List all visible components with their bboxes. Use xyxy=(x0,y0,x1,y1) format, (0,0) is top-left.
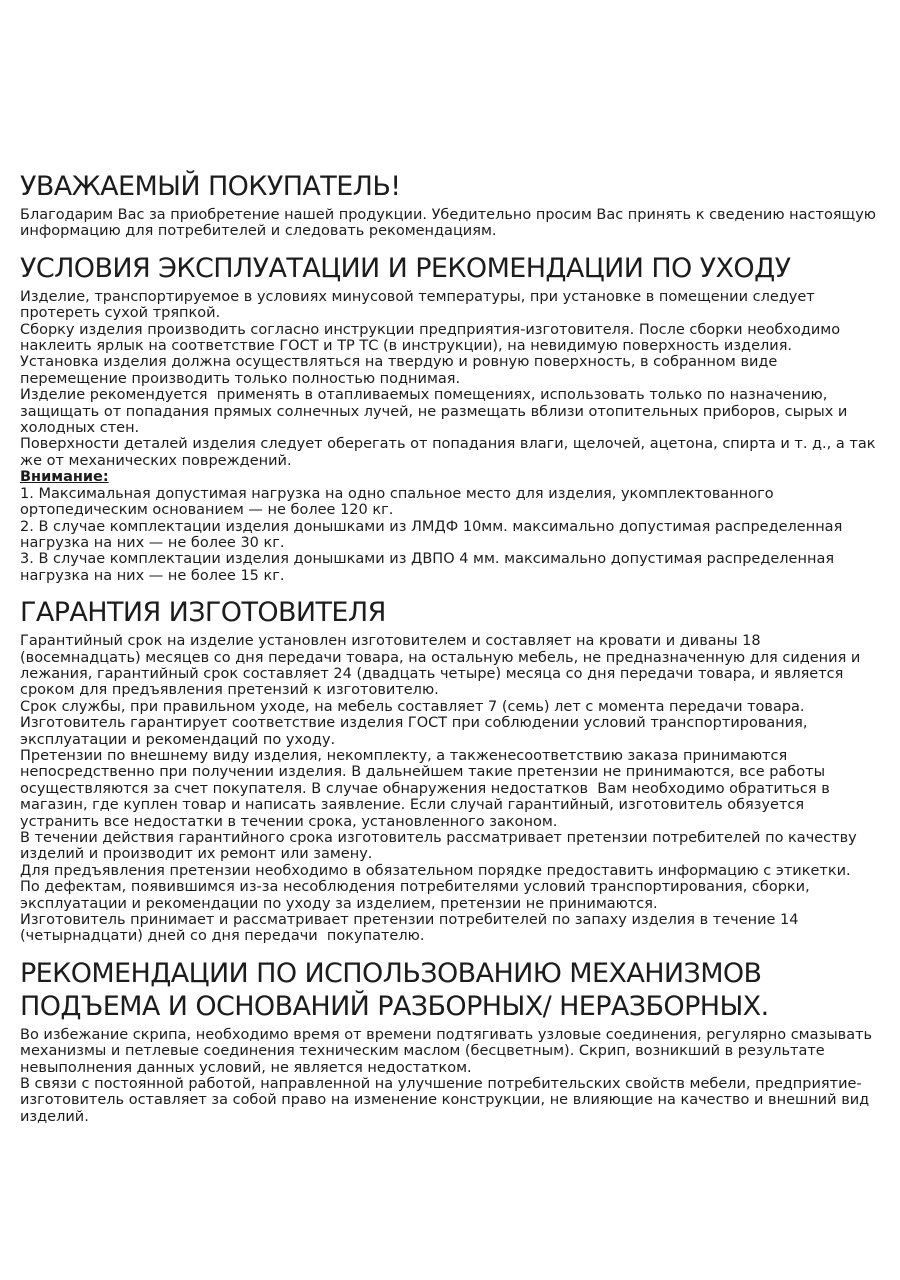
greeting-heading: УВАЖАЕМЫЙ ПОКУПАТЕЛЬ! xyxy=(20,171,401,202)
paragraph: Срок службы, при правильном уходе, на мебель составляет 7 (семь) лет с момента передачи товара. xyxy=(20,698,805,715)
mechanisms-heading: РЕКОМЕНДАЦИИ ПО ИСПОЛЬЗОВАНИЮ МЕХАНИЗМОВ ПОДЪЕМА И ОСНОВАНИЙ РАЗБОРНЫХ/ НЕРАЗБОРНЫХ. xyxy=(20,957,769,1022)
section-warranty xyxy=(20,596,884,945)
paragraph: Гарантийный срок на изделие установлен изготовителем и составляет на кровати и диваны 18 (восемнадцать) месяцев со дня передачи товара, на остальную мебель, не предназначенную для сидения и лежания, гарантийный срок составляет 24 (двадцать четыре) месяца со дня передачи товара, и является сроком для предъявления претензий к изготовителю. xyxy=(20,633,865,699)
paragraph: В течении действия гарантийного срока изготовитель рассматривает претензии потребителей по качеству изделий и производит их ремонт или замену. xyxy=(20,830,862,863)
usage-conditions-heading: УСЛОВИЯ ЭКСПЛУАТАЦИИ И РЕКОМЕНДАЦИИ ПО УХОДУ xyxy=(20,252,791,284)
section-greeting xyxy=(20,170,884,240)
paragraph: Для предъявления претензии необходимо в обязательном порядке предоставить информацию с этикетки. xyxy=(20,862,851,879)
paragraph: Установка изделия должна осуществляться на твердую и ровную поверхность, в собранном виде перемещение производить только полностью поднимая. xyxy=(20,354,782,387)
paragraph: По дефектам, появившимся из-за несоблюдения потребителями условий транспортирования, сборки, эксплуатации и рекомендации по уходу за изделием, претензии не принимаются. xyxy=(20,879,815,912)
paragraph: Изготовитель гарантирует соответствие изделия ГОСТ при соблюдении условий транспортирования, эксплуатации и рекомендаций по уходу. xyxy=(20,715,813,748)
paragraph: В связи с постоянной работой, направленной на улучшение потребительских свойств мебели, предприятие-изготовитель оставляет за собой право на изменение конструкции, не влияющие на качество и внешний вид изделий. xyxy=(20,1076,874,1125)
paragraph: Благодарим Вас за приобретение нашей продукции. Убедительно просим Вас принять к сведению настоящую информацию для потребителей и следовать рекомендациям. xyxy=(20,207,881,240)
attention-item: 3. В случае комплектации изделия донышками из ДВПО 4 мм. максимально допустимая распределенная нагрузка на них — не более 15 кг. xyxy=(20,551,839,584)
warranty-heading: ГАРАНТИЯ ИЗГОТОВИТЕЛЯ xyxy=(20,597,386,629)
paragraph: Сборку изделия производить согласно инструкции предприятия-изготовителя. После сборки необходимо наклеить ярлык на соответствие ГОСТ и ТР ТС (в инструкции), на невидимую поверхность изделия. xyxy=(20,321,845,355)
section-mechanisms xyxy=(20,957,884,1125)
paragraph: Претензии по внешнему виду изделия, некомплекту, а такженесоответствию заказа принимаются непосредственно при получении изделия. В дальнейшем такие претензии не принимаются, все работы осуществляются за счет покупателя. В случае обнаружения недостатков Вам необходимо обратиться в магазин, где куплен товар и написать заявление. Если случай гарантийный, изготовитель обязуется устранить все недостатки в течении срока, установленного законом. xyxy=(20,747,835,830)
section-usage-conditions xyxy=(20,252,884,584)
attention-item: 2. В случае комплектации изделия донышками из ЛМДФ 10мм. максимально допустимая распределенная нагрузка на них — не более 30 кг. xyxy=(20,518,847,551)
attention-label: Внимание: xyxy=(20,469,109,486)
paragraph: Во избежание скрипа, необходимо время от времени подтягивать узловые соединения, регулярно смазывать механизмы и петлевые соединения техническим маслом (бесцветным). Скрип, возникший в результате невыполнения данных условий, не является недостатком. xyxy=(20,1026,877,1076)
paragraph: Изделие рекомендуется применять в отапливаемых помещениях, использовать только по назначению, защищать от попадания прямых солнечных лучей, не размещать вблизи отопительных приборов, сырых и холодных стен. xyxy=(20,387,852,437)
paragraph: Изготовитель принимает и рассматривает претензии потребителей по запаху изделия в течение 14 (четырнадцати) дней со дня передачи покупателю. xyxy=(20,912,804,945)
attention-item: 1. Максимальная допустимая нагрузка на одно спальное место для изделия, укомплектованного ортопедическим основанием — не более 120 кг. xyxy=(20,485,779,519)
paragraph: Изделие, транспортируемое в условиях минусовой температуры, при установке в помещении следует протереть сухой тряпкой. xyxy=(20,288,820,322)
paragraph: Поверхности деталей изделия следует оберегать от попадания влаги, щелочей, ацетона, спирта и т. д., а так же от механических повреждений. xyxy=(20,436,881,469)
